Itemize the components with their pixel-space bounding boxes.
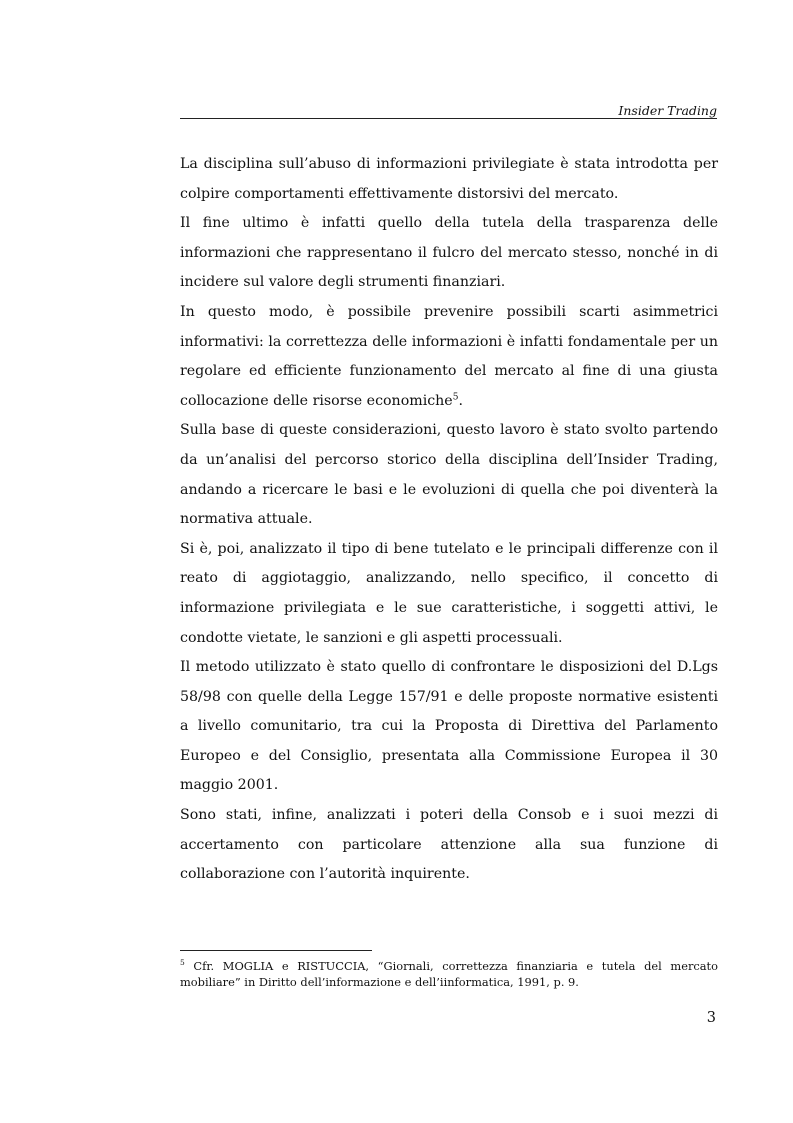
paragraph: La disciplina sull’abuso di informazioni privilegiate è stata introdotta per colpire comportamenti effettivamente distorsivi del mercato. [180, 156, 718, 202]
paragraph: Si è, poi, analizzato il tipo di bene tutelato e le principali differenze con il reato di aggiotaggio, analizzando, nello specifico, il concetto di informazione privilegiata e le sue caratteristiche, i soggetti attivi, le condotte vietate, le sanzioni e gli aspetti processuali. [180, 540, 718, 646]
paragraph-tail: . [458, 392, 463, 409]
paragraph-text: In questo modo, è possibile prevenire possibili scarti asimmetrici informativi: la correttezza delle informazioni è infatti fondamentale per un regolare ed efficiente funzionamento del mercato al fine di una giusta collocazione delle risorse economiche [180, 303, 718, 409]
paragraph: Il fine ultimo è infatti quello della tutela della trasparenza delle informazioni che rappresentano il fulcro del mercato stesso, nonché in di incidere sul valore degli strumenti finanziari. [180, 215, 718, 291]
header-title: Insider Trading [618, 103, 717, 118]
paragraph: Sono stati, infine, analizzati i poteri della Consob e i suoi mezzi di accertamento con particolare attenzione alla sua funzione di collaborazione con l’autorità inquirente. [180, 807, 718, 883]
footnote-separator [180, 950, 372, 951]
paragraph: Sulla base di queste considerazioni, questo lavoro è stato svolto partendo da un’analisi del percorso storico della disciplina dell’Insider Trading, andando a ricercare le basi e le evoluzioni di quella che poi diventerà la normativa attuale. [180, 422, 718, 528]
body-text [180, 150, 718, 890]
paragraph [180, 298, 718, 416]
running-header [180, 103, 717, 119]
footnote [180, 958, 718, 990]
footnote-number: 5 [180, 958, 185, 968]
footnote-text: Cfr. MOGLIA e RISTUCCIA, “Giornali, correttezza finanziaria e tutela del mercato mobiliare” in Diritto dell’informazione e dell’iinformatica, 1991, p. 9. [180, 959, 718, 989]
footnote-reference[interactable]: 5 [452, 392, 459, 403]
page-number: 3 [706, 1010, 716, 1026]
paragraph: Il metodo utilizzato è stato quello di confrontare le disposizioni del D.Lgs 58/98 con quelle della Legge 157/91 e delle proposte normative esistenti a livello comunitario, tra cui la Proposta di Direttiva del Parlamento Europeo e del Consiglio, presentata alla Commissione Europea il 30 maggio 2001. [180, 659, 718, 794]
